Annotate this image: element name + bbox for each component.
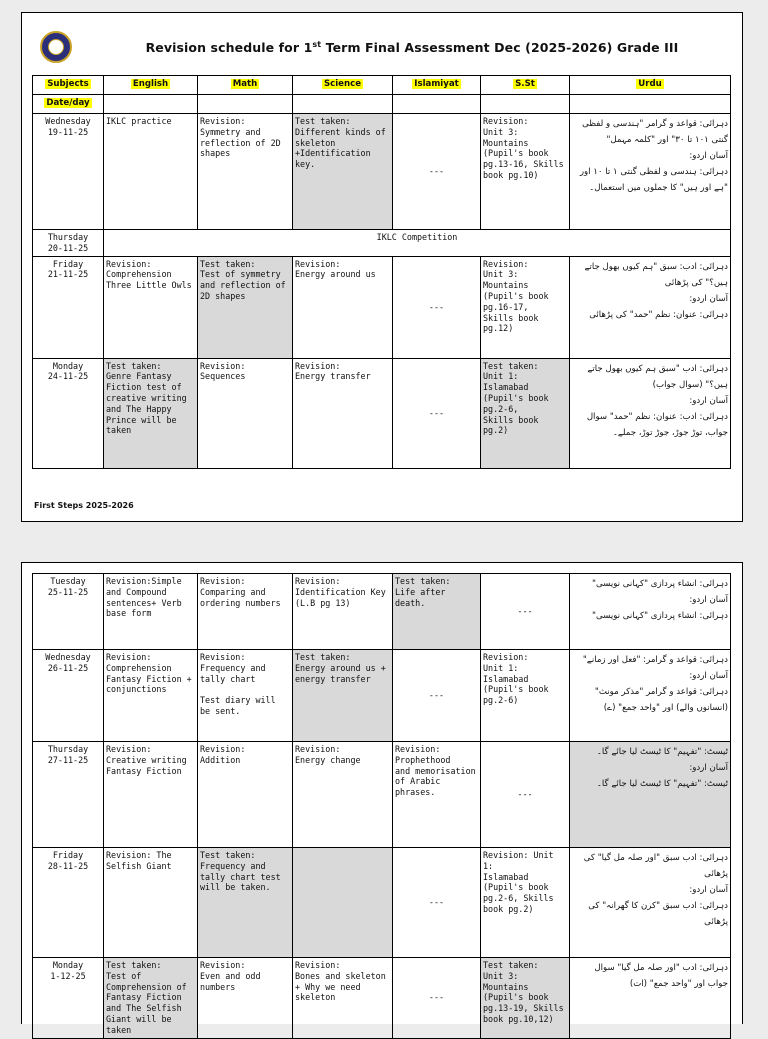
science-cell: Test taken: Energy around us + energy transfer (293, 650, 393, 742)
science-cell: Test taken: Different kinds of skeleton +Identification key. (293, 114, 393, 230)
urdu-cell (570, 848, 731, 958)
science-cell: Revision: Identification Key (L.B pg 13) (293, 574, 393, 650)
schedule-row (33, 742, 731, 848)
english-cell: Test taken: Genre Fantasy Fiction test of creative writing and The Happy Prince will be taken (104, 358, 198, 468)
date-cell: Monday 1-12-25 (33, 958, 104, 1039)
urdu-cell (570, 742, 731, 848)
urdu-line: ٹیسٹ: "تفہیم" کا ٹیسٹ لیا جائے گا۔ (596, 779, 728, 789)
schedule-table-page-2 (32, 573, 731, 1039)
date-cell: Wednesday 19-11-25 (33, 114, 104, 230)
date-cell: Friday 21-11-25 (33, 256, 104, 358)
math-cell: Test taken: Frequency and tally chart test will be taken. (198, 848, 293, 958)
english-cell: IKLC practice (104, 114, 198, 230)
sst-cell: Revision: Unit 1: Islamabad (Pupil's book pg.2-6, Skills book pg.2) (481, 848, 570, 958)
islamiyat-cell: --- (393, 650, 481, 742)
document-page-2 (21, 562, 743, 1035)
urdu-cell (570, 650, 731, 742)
urdu-line: آسان اردو: (689, 671, 728, 681)
urdu-cell (570, 256, 731, 358)
urdu-line: آسان اردو: (689, 595, 728, 605)
header-math: Math (232, 79, 258, 89)
islamiyat-cell: --- (393, 114, 481, 230)
sst-cell: Revision: Unit 3: Mountains (Pupil's book pg.16-17, Skills book pg.12) (481, 256, 570, 358)
header-row (33, 76, 731, 95)
date-cell: Friday 28-11-25 (33, 848, 104, 958)
islamiyat-cell: Revision: Prophethood and memorisation of Arabic phrases. (393, 742, 481, 848)
date-label-row (33, 95, 731, 114)
schedule-row (33, 848, 731, 958)
urdu-line: آسان اردو: (689, 763, 728, 773)
urdu-line: ٹیسٹ: "تفہیم" کا ٹیسٹ لیا جائے گا۔ (596, 747, 728, 757)
islamiyat-cell: --- (393, 256, 481, 358)
english-cell: Revision: Creative writing Fantasy Fiction (104, 742, 198, 848)
sst-cell: --- (481, 574, 570, 650)
urdu-line: دہرائی: ادب: عنوان: نظم "حمد" سوال جواب، توڑ جوڑ، جوڑ توڑ، جملے۔ (586, 411, 728, 438)
sst-cell: Revision: Unit 1: Islamabad (Pupil's book pg.2-6) (481, 650, 570, 742)
urdu-line: دہرائی: قواعد و گرامر "مذکر مونث" (انسانوں والے) اور "واحد جمع" (ے) (594, 687, 728, 713)
sst-cell: --- (481, 742, 570, 848)
urdu-line: آسان اردو: (689, 293, 728, 304)
schedule-title: Revision schedule for 1st Term Final Assessment Dec (2025-2026) Grade III (145, 40, 679, 56)
event-cell: IKLC Competition (104, 230, 731, 257)
header-date-day: Date/day (46, 98, 90, 108)
date-cell: Wednesday 26-11-25 (33, 650, 104, 742)
document-header (32, 21, 732, 81)
math-cell: Revision: Symmetry and reflection of 2D shapes (198, 114, 293, 230)
islamiyat-cell: Test taken: Life after death. (393, 574, 481, 650)
urdu-cell (570, 358, 731, 468)
school-logo (40, 31, 72, 63)
schedule-row (33, 574, 731, 650)
urdu-line: دہرائی: انشاء پردازی "کہانی نویسی" (592, 579, 728, 589)
math-cell: Revision: Sequences (198, 358, 293, 468)
sst-cell: Test taken: Unit 3: Mountains (Pupil's book pg.13-19, Skills book pg.10,12) (481, 958, 570, 1039)
islamiyat-cell: --- (393, 958, 481, 1039)
schedule-row (33, 650, 731, 742)
math-cell: Test taken: Test of symmetry and reflection of 2D shapes (198, 256, 293, 358)
header-urdu: Urdu (638, 79, 662, 89)
header-english: English (132, 79, 169, 89)
document-footer: First Steps 2025-2026 (34, 501, 134, 510)
science-cell: Revision: Energy around us (293, 256, 393, 358)
islamiyat-cell: --- (393, 848, 481, 958)
urdu-line: دہرائی: ادب سبق "کرن کا گھرانہ" کی پڑھائی (588, 901, 728, 927)
sst-cell: Test taken: Unit 1: Islamabad (Pupil's book pg.2-6, Skills book pg.2) (481, 358, 570, 468)
science-cell: Revision: Energy change (293, 742, 393, 848)
urdu-line: آسان اردو: (689, 885, 728, 895)
english-cell: Revision: Comprehension Fantasy Fiction + conjunctions (104, 650, 198, 742)
urdu-line: دہرائی: ادب "سبق ہم کیوں بھول جاتے ہیں؟" (سوال جواب) (587, 363, 728, 390)
header-islamiyat: Islamiyat (414, 79, 459, 89)
urdu-line: دہرائی: ادب: سبق "ہم کیوں بھول جاتے ہیں؟" کی پڑھائی (584, 261, 728, 288)
urdu-line: دہرائی: قواعد و گرامر: "فعل اور زمانے" (582, 655, 728, 665)
schedule-row (33, 958, 731, 1039)
english-cell: Test taken: Test of Comprehension of Fantasy Fiction and The Selfish Giant will be taken (104, 958, 198, 1039)
urdu-line: دہرائی: ہندسی و لفظی گنتی ۱ تا ۱۰ اور "ہے اور ہیں" کا جملوں میں استعمال۔ (579, 167, 728, 193)
schedule-row (33, 230, 731, 257)
header-sst: S.St (515, 79, 535, 89)
science-cell (293, 848, 393, 958)
math-cell: Revision: Even and odd numbers (198, 958, 293, 1039)
urdu-line: دہرائی: انشاء پردازی "کہانی نویسی" (592, 611, 728, 621)
urdu-line: آسان اردو: (689, 151, 728, 161)
science-cell: Revision: Energy transfer (293, 358, 393, 468)
math-cell: Revision: Frequency and tally chart Test diary will be sent. (198, 650, 293, 742)
math-cell: Revision: Comparing and ordering numbers (198, 574, 293, 650)
urdu-line: دہرائی: قواعد و گرامر "ہندسی و لفظی گنتی ۱۰۱ تا ۳۰" اور "کلمہ مہمل" (582, 119, 728, 145)
schedule-table-page-1 (32, 75, 731, 469)
urdu-line: دہرائی: عنوان: نظم "حمد" کی پڑھائی (589, 309, 728, 320)
urdu-cell (570, 114, 731, 230)
date-cell: Thursday 20-11-25 (33, 230, 104, 257)
science-cell: Revision: Bones and skeleton + Why we need skeleton (293, 958, 393, 1039)
date-cell: Monday 24-11-25 (33, 358, 104, 468)
date-cell: Thursday 27-11-25 (33, 742, 104, 848)
document-page-1 (21, 12, 743, 522)
math-cell: Revision: Addition (198, 742, 293, 848)
english-cell: Revision:Simple and Compound sentences+ Verb base form (104, 574, 198, 650)
english-cell: Revision: Comprehension Three Little Owls (104, 256, 198, 358)
header-subjects: Subjects (47, 79, 89, 89)
schedule-row (33, 358, 731, 468)
schedule-row (33, 114, 731, 230)
urdu-cell (570, 574, 731, 650)
urdu-line: دہرائی: ادب سبق "اور صلہ مل گیا" کی پڑھائی (583, 853, 728, 879)
urdu-cell (570, 958, 731, 1039)
english-cell: Revision: The Selfish Giant (104, 848, 198, 958)
header-science: Science (323, 79, 362, 89)
schedule-row (33, 256, 731, 358)
sst-cell: Revision: Unit 3: Mountains (Pupil's book pg.13-16, Skills book pg.10) (481, 114, 570, 230)
urdu-line: دہرائی: ادب "اور صلہ مل گیا" سوال جواب اور "واحد جمع" (ات) (594, 963, 728, 989)
date-cell: Tuesday 25-11-25 (33, 574, 104, 650)
islamiyat-cell: --- (393, 358, 481, 468)
urdu-line: آسان اردو: (689, 395, 728, 406)
